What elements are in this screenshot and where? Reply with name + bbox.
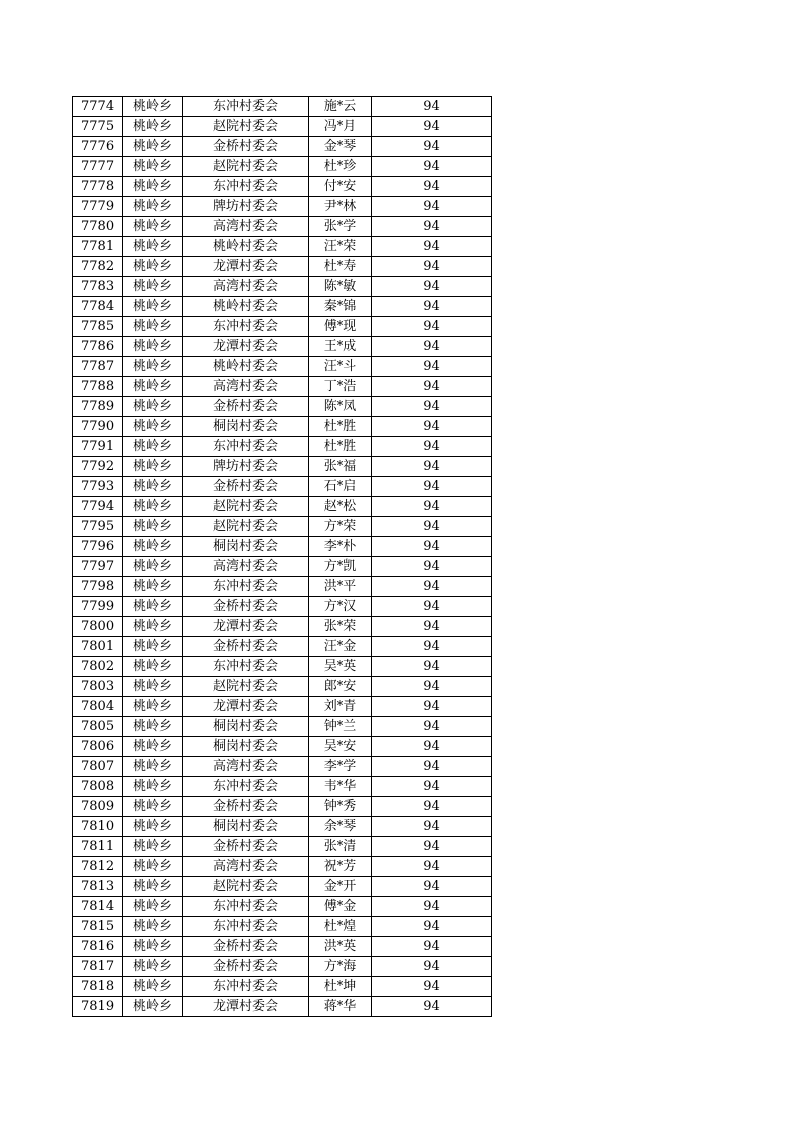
table-row (73, 237, 492, 257)
table-row (73, 757, 492, 777)
village-cell: 金桥村委会 (183, 597, 309, 617)
village-cell: 东冲村委会 (183, 897, 309, 917)
village-cell: 金桥村委会 (183, 957, 309, 977)
person-name-cell: 杜*胜 (309, 437, 372, 457)
score-cell: 94 (372, 757, 492, 777)
town-cell: 桃岭乡 (123, 257, 183, 277)
town-cell: 桃岭乡 (123, 597, 183, 617)
row-number-cell: 7806 (73, 737, 123, 757)
row-number-cell: 7801 (73, 637, 123, 657)
town-cell: 桃岭乡 (123, 217, 183, 237)
score-cell: 94 (372, 857, 492, 877)
score-cell: 94 (372, 717, 492, 737)
score-cell: 94 (372, 137, 492, 157)
row-number-cell: 7804 (73, 697, 123, 717)
row-number-cell: 7792 (73, 457, 123, 477)
person-name-cell: 尹*林 (309, 197, 372, 217)
village-cell: 东冲村委会 (183, 577, 309, 597)
town-cell: 桃岭乡 (123, 537, 183, 557)
score-cell: 94 (372, 537, 492, 557)
row-number-cell: 7805 (73, 717, 123, 737)
row-number-cell: 7776 (73, 137, 123, 157)
person-name-cell: 石*启 (309, 477, 372, 497)
person-name-cell: 丁*浩 (309, 377, 372, 397)
table-row (73, 717, 492, 737)
row-number-cell: 7810 (73, 817, 123, 837)
score-cell: 94 (372, 657, 492, 677)
score-cell: 94 (372, 737, 492, 757)
table-row (73, 177, 492, 197)
town-cell: 桃岭乡 (123, 557, 183, 577)
person-name-cell: 付*安 (309, 177, 372, 197)
score-cell: 94 (372, 617, 492, 637)
score-cell: 94 (372, 217, 492, 237)
row-number-cell: 7788 (73, 377, 123, 397)
village-cell: 高湾村委会 (183, 377, 309, 397)
town-cell: 桃岭乡 (123, 157, 183, 177)
table-row (73, 137, 492, 157)
person-name-cell: 钟*秀 (309, 797, 372, 817)
row-number-cell: 7789 (73, 397, 123, 417)
town-cell: 桃岭乡 (123, 797, 183, 817)
person-name-cell: 傅*现 (309, 317, 372, 337)
table-row (73, 857, 492, 877)
village-cell: 赵院村委会 (183, 157, 309, 177)
table-row (73, 617, 492, 637)
town-cell: 桃岭乡 (123, 417, 183, 437)
table-row (73, 537, 492, 557)
town-cell: 桃岭乡 (123, 957, 183, 977)
town-cell: 桃岭乡 (123, 577, 183, 597)
score-cell: 94 (372, 437, 492, 457)
town-cell: 桃岭乡 (123, 917, 183, 937)
person-name-cell: 余*琴 (309, 817, 372, 837)
table-row (73, 877, 492, 897)
town-cell: 桃岭乡 (123, 757, 183, 777)
town-cell: 桃岭乡 (123, 237, 183, 257)
table-row (73, 397, 492, 417)
table-row (73, 737, 492, 757)
score-cell: 94 (372, 917, 492, 937)
score-cell: 94 (372, 317, 492, 337)
table-row (73, 97, 492, 117)
score-cell: 94 (372, 597, 492, 617)
village-cell: 龙潭村委会 (183, 257, 309, 277)
town-cell: 桃岭乡 (123, 397, 183, 417)
person-name-cell: 施*云 (309, 97, 372, 117)
table-row (73, 417, 492, 437)
village-cell: 金桥村委会 (183, 797, 309, 817)
town-cell: 桃岭乡 (123, 977, 183, 997)
town-cell: 桃岭乡 (123, 357, 183, 377)
table-row (73, 557, 492, 577)
score-cell: 94 (372, 997, 492, 1017)
row-number-cell: 7816 (73, 937, 123, 957)
table-row (73, 637, 492, 657)
row-number-cell: 7811 (73, 837, 123, 857)
row-number-cell: 7807 (73, 757, 123, 777)
village-cell: 金桥村委会 (183, 637, 309, 657)
table-row (73, 157, 492, 177)
village-cell: 赵院村委会 (183, 497, 309, 517)
row-number-cell: 7813 (73, 877, 123, 897)
person-name-cell: 张*福 (309, 457, 372, 477)
village-cell: 桐岗村委会 (183, 717, 309, 737)
person-name-cell: 洪*英 (309, 937, 372, 957)
village-cell: 东冲村委会 (183, 177, 309, 197)
village-cell: 赵院村委会 (183, 877, 309, 897)
village-cell: 金桥村委会 (183, 937, 309, 957)
table-row (73, 917, 492, 937)
town-cell: 桃岭乡 (123, 97, 183, 117)
person-name-cell: 蒋*华 (309, 997, 372, 1017)
person-name-cell: 杜*胜 (309, 417, 372, 437)
row-number-cell: 7815 (73, 917, 123, 937)
town-cell: 桃岭乡 (123, 617, 183, 637)
table-row (73, 357, 492, 377)
row-number-cell: 7803 (73, 677, 123, 697)
village-cell: 高湾村委会 (183, 857, 309, 877)
person-name-cell: 杜*坤 (309, 977, 372, 997)
town-cell: 桃岭乡 (123, 697, 183, 717)
score-cell: 94 (372, 677, 492, 697)
village-cell: 金桥村委会 (183, 837, 309, 857)
table-row (73, 217, 492, 237)
row-number-cell: 7785 (73, 317, 123, 337)
row-number-cell: 7790 (73, 417, 123, 437)
table-row (73, 457, 492, 477)
village-cell: 东冲村委会 (183, 317, 309, 337)
person-name-cell: 方*海 (309, 957, 372, 977)
row-number-cell: 7808 (73, 777, 123, 797)
row-number-cell: 7781 (73, 237, 123, 257)
table-row (73, 377, 492, 397)
town-cell: 桃岭乡 (123, 837, 183, 857)
table-row (73, 597, 492, 617)
score-cell: 94 (372, 957, 492, 977)
table-row (73, 657, 492, 677)
village-cell: 高湾村委会 (183, 557, 309, 577)
score-cell: 94 (372, 477, 492, 497)
person-name-cell: 陈*凤 (309, 397, 372, 417)
score-cell: 94 (372, 177, 492, 197)
table-row (73, 957, 492, 977)
village-cell: 东冲村委会 (183, 437, 309, 457)
row-number-cell: 7782 (73, 257, 123, 277)
town-cell: 桃岭乡 (123, 897, 183, 917)
table-row (73, 937, 492, 957)
village-cell: 桃岭村委会 (183, 297, 309, 317)
score-cell: 94 (372, 357, 492, 377)
score-cell: 94 (372, 117, 492, 137)
town-cell: 桃岭乡 (123, 857, 183, 877)
person-name-cell: 方*汉 (309, 597, 372, 617)
town-cell: 桃岭乡 (123, 497, 183, 517)
row-number-cell: 7794 (73, 497, 123, 517)
score-cell: 94 (372, 497, 492, 517)
town-cell: 桃岭乡 (123, 777, 183, 797)
person-name-cell: 杜*珍 (309, 157, 372, 177)
town-cell: 桃岭乡 (123, 377, 183, 397)
person-name-cell: 张*荣 (309, 617, 372, 637)
row-number-cell: 7800 (73, 617, 123, 637)
town-cell: 桃岭乡 (123, 937, 183, 957)
table-body (73, 97, 492, 1017)
person-name-cell: 张*清 (309, 837, 372, 857)
village-cell: 桐岗村委会 (183, 417, 309, 437)
row-number-cell: 7797 (73, 557, 123, 577)
row-number-cell: 7798 (73, 577, 123, 597)
row-number-cell: 7795 (73, 517, 123, 537)
row-number-cell: 7818 (73, 977, 123, 997)
table-row (73, 577, 492, 597)
score-cell: 94 (372, 197, 492, 217)
town-cell: 桃岭乡 (123, 477, 183, 497)
table-row (73, 297, 492, 317)
score-cell: 94 (372, 937, 492, 957)
score-cell: 94 (372, 157, 492, 177)
person-name-cell: 汪*金 (309, 637, 372, 657)
table-row (73, 317, 492, 337)
person-name-cell: 王*成 (309, 337, 372, 357)
person-name-cell: 方*凯 (309, 557, 372, 577)
village-cell: 高湾村委会 (183, 757, 309, 777)
row-number-cell: 7779 (73, 197, 123, 217)
village-cell: 赵院村委会 (183, 117, 309, 137)
town-cell: 桃岭乡 (123, 877, 183, 897)
town-cell: 桃岭乡 (123, 677, 183, 697)
village-cell: 龙潭村委会 (183, 997, 309, 1017)
row-number-cell: 7783 (73, 277, 123, 297)
row-number-cell: 7786 (73, 337, 123, 357)
row-number-cell: 7802 (73, 657, 123, 677)
data-table (72, 96, 492, 1017)
town-cell: 桃岭乡 (123, 517, 183, 537)
town-cell: 桃岭乡 (123, 717, 183, 737)
person-name-cell: 杜*煌 (309, 917, 372, 937)
village-cell: 桃岭村委会 (183, 237, 309, 257)
person-name-cell: 洪*平 (309, 577, 372, 597)
town-cell: 桃岭乡 (123, 337, 183, 357)
person-name-cell: 冯*月 (309, 117, 372, 137)
row-number-cell: 7787 (73, 357, 123, 377)
score-cell: 94 (372, 577, 492, 597)
village-cell: 龙潭村委会 (183, 617, 309, 637)
person-name-cell: 韦*华 (309, 777, 372, 797)
row-number-cell: 7814 (73, 897, 123, 917)
person-name-cell: 傅*金 (309, 897, 372, 917)
village-cell: 东冲村委会 (183, 977, 309, 997)
town-cell: 桃岭乡 (123, 277, 183, 297)
town-cell: 桃岭乡 (123, 197, 183, 217)
row-number-cell: 7819 (73, 997, 123, 1017)
table-row (73, 897, 492, 917)
row-number-cell: 7784 (73, 297, 123, 317)
person-name-cell: 李*学 (309, 757, 372, 777)
row-number-cell: 7791 (73, 437, 123, 457)
score-cell: 94 (372, 517, 492, 537)
score-cell: 94 (372, 817, 492, 837)
town-cell: 桃岭乡 (123, 297, 183, 317)
score-cell: 94 (372, 797, 492, 817)
village-cell: 东冲村委会 (183, 917, 309, 937)
table-row (73, 837, 492, 857)
table-row (73, 197, 492, 217)
score-cell: 94 (372, 897, 492, 917)
score-cell: 94 (372, 417, 492, 437)
town-cell: 桃岭乡 (123, 637, 183, 657)
score-cell: 94 (372, 837, 492, 857)
town-cell: 桃岭乡 (123, 137, 183, 157)
town-cell: 桃岭乡 (123, 117, 183, 137)
row-number-cell: 7780 (73, 217, 123, 237)
person-name-cell: 汪*荣 (309, 237, 372, 257)
score-cell: 94 (372, 277, 492, 297)
row-number-cell: 7775 (73, 117, 123, 137)
score-cell: 94 (372, 557, 492, 577)
village-cell: 赵院村委会 (183, 517, 309, 537)
score-cell: 94 (372, 97, 492, 117)
village-cell: 高湾村委会 (183, 277, 309, 297)
person-name-cell: 祝*芳 (309, 857, 372, 877)
table-row (73, 497, 492, 517)
town-cell: 桃岭乡 (123, 817, 183, 837)
person-name-cell: 吴*英 (309, 657, 372, 677)
person-name-cell: 赵*松 (309, 497, 372, 517)
table-row (73, 277, 492, 297)
person-name-cell: 刘*青 (309, 697, 372, 717)
person-name-cell: 杜*寿 (309, 257, 372, 277)
town-cell: 桃岭乡 (123, 177, 183, 197)
village-cell: 桃岭村委会 (183, 357, 309, 377)
village-cell: 龙潭村委会 (183, 337, 309, 357)
score-cell: 94 (372, 297, 492, 317)
person-name-cell: 张*学 (309, 217, 372, 237)
score-cell: 94 (372, 637, 492, 657)
person-name-cell: 郎*安 (309, 677, 372, 697)
table-row (73, 517, 492, 537)
score-cell: 94 (372, 257, 492, 277)
table-row (73, 337, 492, 357)
table-row (73, 257, 492, 277)
town-cell: 桃岭乡 (123, 437, 183, 457)
person-name-cell: 金*开 (309, 877, 372, 897)
score-cell: 94 (372, 977, 492, 997)
score-cell: 94 (372, 777, 492, 797)
person-name-cell: 汪*斗 (309, 357, 372, 377)
village-cell: 东冲村委会 (183, 657, 309, 677)
row-number-cell: 7778 (73, 177, 123, 197)
row-number-cell: 7799 (73, 597, 123, 617)
village-cell: 东冲村委会 (183, 97, 309, 117)
person-name-cell: 金*琴 (309, 137, 372, 157)
table-row (73, 977, 492, 997)
score-cell: 94 (372, 697, 492, 717)
score-cell: 94 (372, 377, 492, 397)
town-cell: 桃岭乡 (123, 317, 183, 337)
table-row (73, 797, 492, 817)
person-name-cell: 钟*兰 (309, 717, 372, 737)
row-number-cell: 7796 (73, 537, 123, 557)
village-cell: 赵院村委会 (183, 677, 309, 697)
score-cell: 94 (372, 397, 492, 417)
score-cell: 94 (372, 337, 492, 357)
score-cell: 94 (372, 237, 492, 257)
town-cell: 桃岭乡 (123, 457, 183, 477)
village-cell: 龙潭村委会 (183, 697, 309, 717)
row-number-cell: 7774 (73, 97, 123, 117)
table-row (73, 817, 492, 837)
table-row (73, 997, 492, 1017)
village-cell: 东冲村委会 (183, 777, 309, 797)
person-name-cell: 李*朴 (309, 537, 372, 557)
village-cell: 桐岗村委会 (183, 737, 309, 757)
village-cell: 牌坊村委会 (183, 197, 309, 217)
person-name-cell: 吴*安 (309, 737, 372, 757)
score-cell: 94 (372, 877, 492, 897)
row-number-cell: 7817 (73, 957, 123, 977)
score-cell: 94 (372, 457, 492, 477)
table-row (73, 437, 492, 457)
row-number-cell: 7809 (73, 797, 123, 817)
town-cell: 桃岭乡 (123, 737, 183, 757)
village-cell: 牌坊村委会 (183, 457, 309, 477)
table-row (73, 117, 492, 137)
village-cell: 金桥村委会 (183, 477, 309, 497)
row-number-cell: 7812 (73, 857, 123, 877)
person-name-cell: 陈*敏 (309, 277, 372, 297)
person-name-cell: 秦*锦 (309, 297, 372, 317)
town-cell: 桃岭乡 (123, 657, 183, 677)
village-cell: 桐岗村委会 (183, 537, 309, 557)
table-row (73, 677, 492, 697)
village-cell: 金桥村委会 (183, 137, 309, 157)
table-row (73, 477, 492, 497)
row-number-cell: 7793 (73, 477, 123, 497)
table-row (73, 697, 492, 717)
person-name-cell: 方*荣 (309, 517, 372, 537)
village-cell: 桐岗村委会 (183, 817, 309, 837)
row-number-cell: 7777 (73, 157, 123, 177)
town-cell: 桃岭乡 (123, 997, 183, 1017)
village-cell: 金桥村委会 (183, 397, 309, 417)
village-cell: 高湾村委会 (183, 217, 309, 237)
table-row (73, 777, 492, 797)
